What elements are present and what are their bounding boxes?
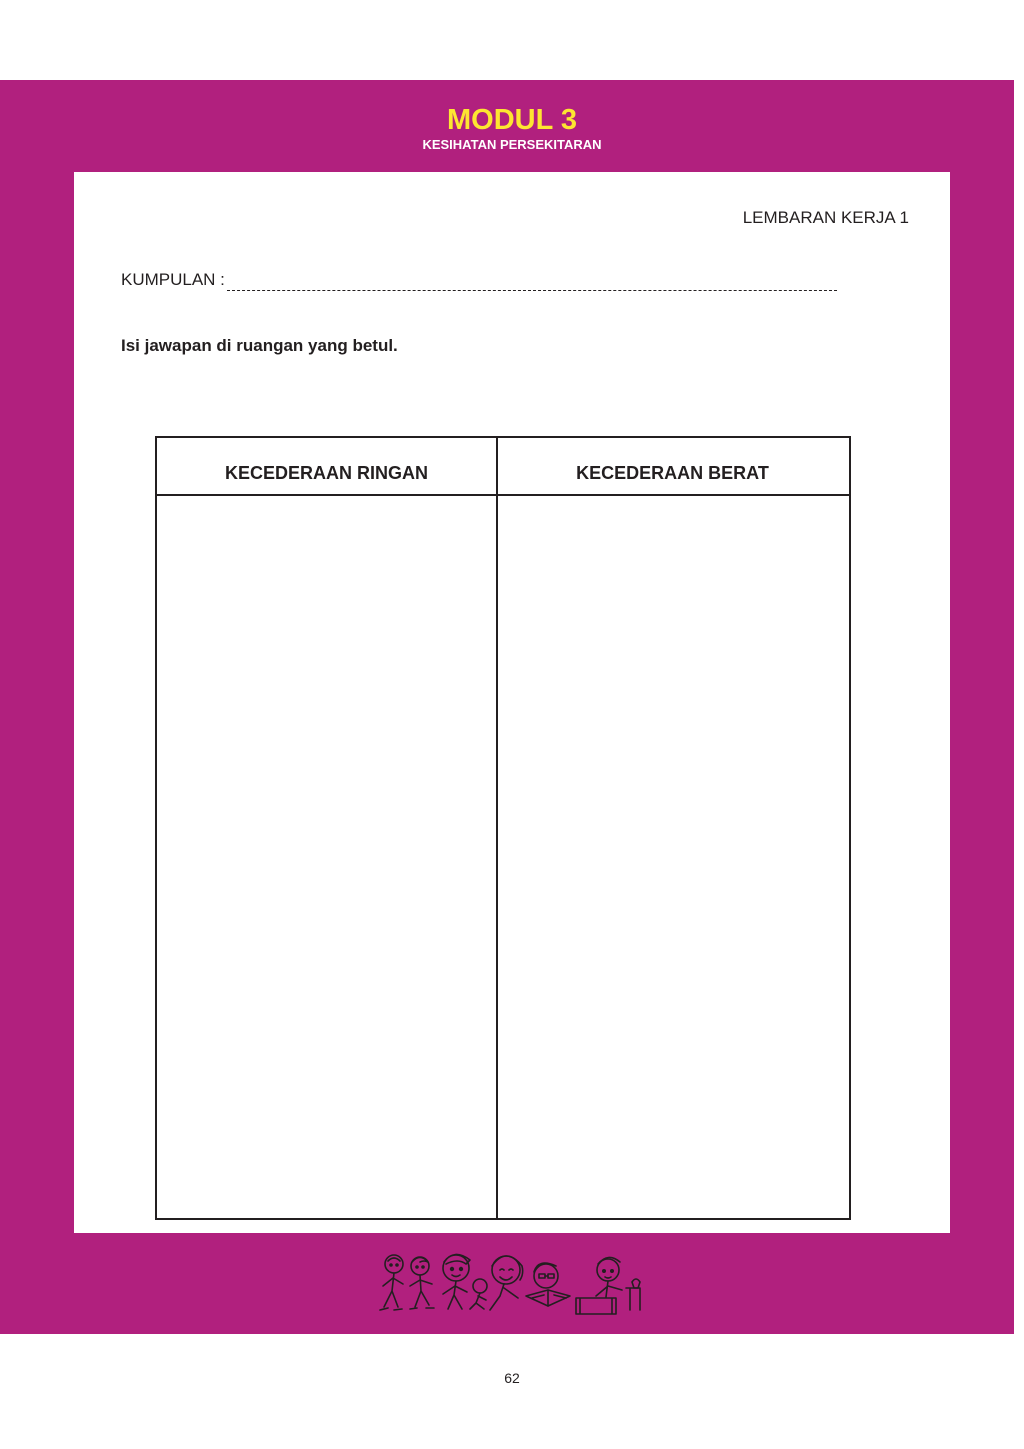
- column-header-major-injury: KECEDERAAN BERAT: [496, 438, 849, 496]
- children-cartoon-illustration-icon: [376, 1248, 646, 1320]
- group-field-row: [121, 270, 861, 291]
- group-field-blank[interactable]: [227, 290, 837, 291]
- worksheet-label: LEMBARAN KERJA 1: [742, 208, 909, 227]
- module-title: MODUL 3: [447, 104, 577, 136]
- column-header-minor-injury: KECEDERAAN RINGAN: [157, 438, 496, 496]
- worksheet-panel: [74, 172, 950, 1233]
- group-field-label: KUMPULAN :: [121, 270, 225, 289]
- answer-table: [155, 436, 851, 1220]
- page-number: 62: [504, 1370, 520, 1386]
- answer-cell-minor-injury[interactable]: [157, 496, 496, 1218]
- answer-cell-major-injury[interactable]: [498, 496, 849, 1218]
- module-subtitle: KESIHATAN PERSEKITARAN: [422, 137, 602, 152]
- instruction-text: Isi jawapan di ruangan yang betul.: [121, 336, 398, 355]
